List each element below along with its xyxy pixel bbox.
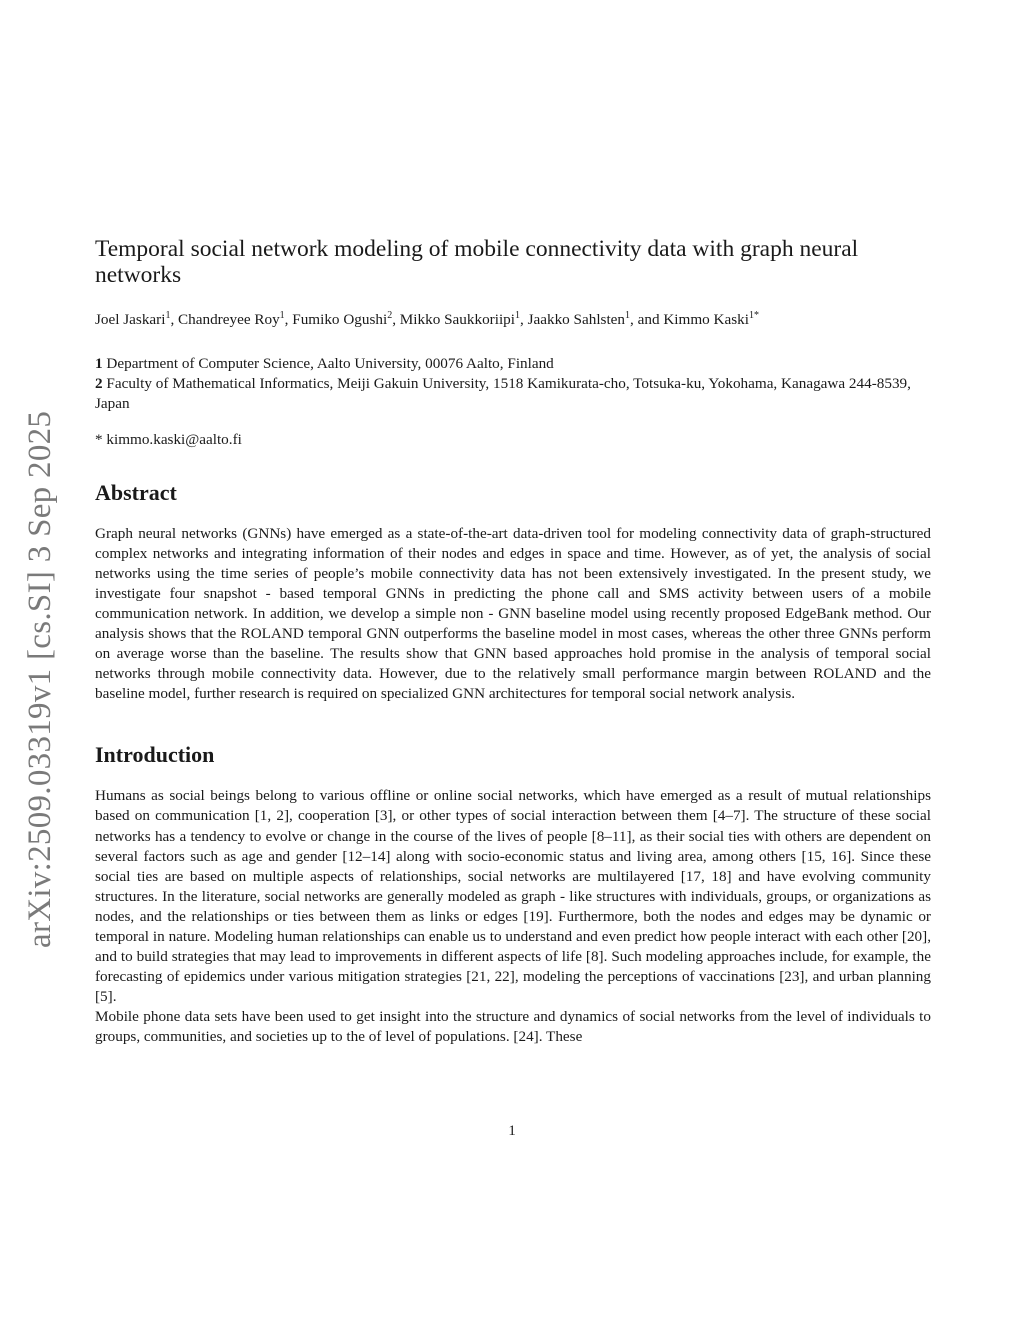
corresponding-email: * kimmo.kaski@aalto.fi <box>95 431 242 448</box>
affiliation-2 <box>95 374 931 414</box>
page-number: 1 <box>508 1122 516 1139</box>
abstract-text: Graph neural networks (GNNs) have emerged as a state-of-the-art data-driven tool for modeling connectivity data of graph-structured complex networks and integrating information of their nodes and edges in space and time. However, as of yet, the analysis of social networks using the time series of people’s mobile connectivity data has not been extensively investigated. In the present study, we investigate four snapshot - based temporal GNNs in predicting the phone call and SMS activity between users of a mobile communication network. In addition, we develop a simple non - GNN baseline model using recently proposed EdgeBank method. Our analysis shows that the ROLAND temporal GNN outperforms the baseline model in most cases, whereas the other three GNNs perform on average worse than the baseline. The results show that GNN based approaches hold promise in the analysis of temporal social networks through mobile connectivity data. However, due to the relatively small performance margin between ROLAND and the baseline model, further research is required on specialized GNN architectures for temporal social network analysis. <box>95 525 931 703</box>
affiliation-text: Faculty of Mathematical Informatics, Meiji Gakuin University, 1518 Kamikurata-cho, Totsuka-ku, Yokohama, Kanagawa 244-8539, Japan <box>95 375 911 412</box>
author-name: Joel Jaskari <box>95 311 166 328</box>
introduction-text <box>95 786 931 1047</box>
affiliation-number: 1 <box>95 355 103 372</box>
affiliation-text: Department of Computer Science, Aalto University, 00076 Aalto, Finland <box>106 355 554 372</box>
author-name: Mikko Saukkoriipi <box>399 311 515 328</box>
paper-body <box>95 236 931 1047</box>
author-separator: , <box>519 311 528 328</box>
affiliation-number: 2 <box>95 375 103 392</box>
introduction-paragraph-2: Mobile phone data sets have been used to get insight into the structure and dynamics of social networks from the level of individuals to groups, communities, and societies up to the of level of populations. [24]. These <box>95 1007 931 1045</box>
author-affiliation-marker: 1 <box>165 309 171 321</box>
introduction-heading: Introduction <box>95 742 215 768</box>
author-affiliation-marker: 1* <box>748 309 759 321</box>
author-name: Kimmo Kaski <box>663 311 749 328</box>
introduction-paragraph-1: Humans as social beings belong to various offline or online social networks, which have emerged as a result of mutual relationships based on communication [1, 2], cooperation [3], or other types of social interaction between them [4–7]. The structure of these social networks has a tendency to evolve or change in the course of the lives of people [8–11], as their social ties with others are dependent on several factors such as age and gender [12–14] along with socio-economic status and living area, among others [15, 16]. Since these social ties are based on multiple aspects of relationships, social networks are multilayered [17, 18] and have evolving community structures. In the literature, social networks are generally modeled as graph - like structures with individuals, groups, or organizations as nodes, and the relationships or ties between them as links or edges [19]. Furthermore, both the nodes and edges may be dynamic or temporal in nature. Modeling human relationships can enable us to understand and even predict how people interact with each other [20], and to build strategies that may lead to improvements in different aspects of life [8]. Such modeling approaches include, for example, the forecasting of epidemics under various mitigation strategies [21, 22], modeling the perceptions of vaccinations [23], and urban planning [5]. <box>95 787 931 1005</box>
author-affiliation-marker: 1 <box>514 309 520 321</box>
paper-title: Temporal social network modeling of mobile connectivity data with graph neural networks <box>95 236 859 288</box>
author-name: Chandreyee Roy <box>178 311 280 328</box>
author-separator: , and <box>630 311 664 328</box>
author-affiliation-marker: 2 <box>387 309 393 321</box>
affiliation-1 <box>95 354 931 374</box>
author-separator: , <box>284 311 293 328</box>
author-list <box>95 310 931 330</box>
author-name: Jaakko Sahlsten <box>527 311 626 328</box>
author-separator: , <box>392 311 400 328</box>
author-affiliation-marker: 1 <box>625 309 631 321</box>
author-affiliation-marker: 1 <box>279 309 285 321</box>
arxiv-identifier: arXiv:2509.03319v1 [cs.SI] 3 Sep 2025 <box>22 410 58 948</box>
affiliations <box>95 354 931 414</box>
author-name: Fumiko Ogushi <box>292 311 388 328</box>
abstract-heading: Abstract <box>95 480 177 505</box>
author-separator: , <box>170 311 179 328</box>
